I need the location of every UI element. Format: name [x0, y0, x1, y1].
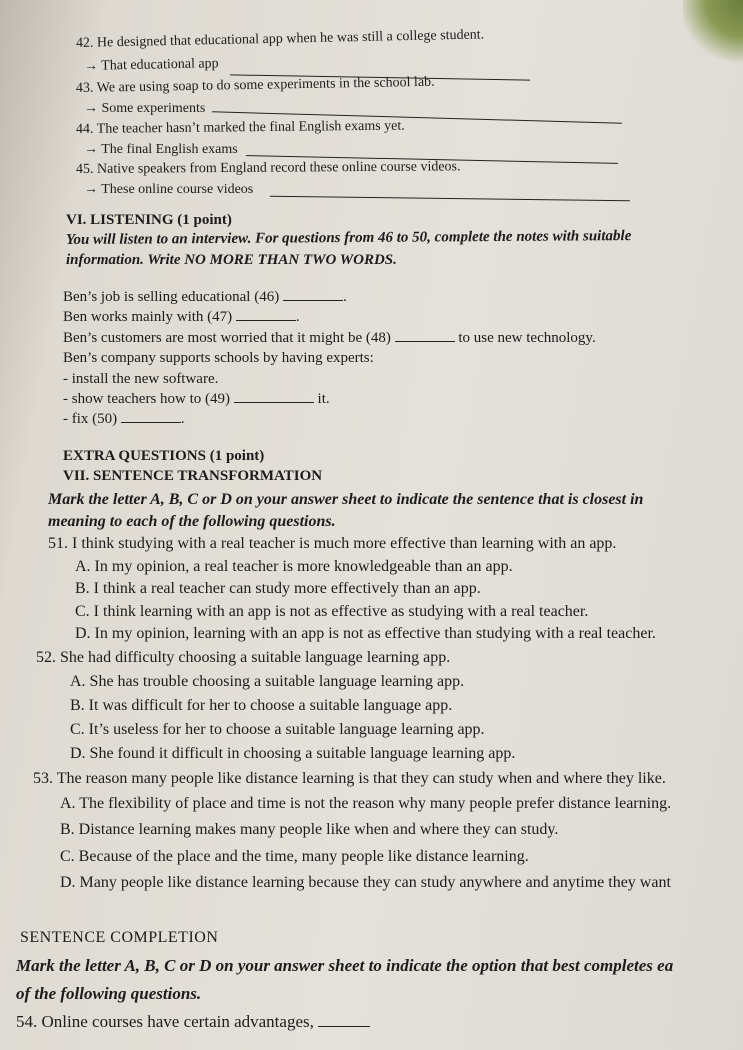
note-49 [63, 391, 330, 408]
answer-43-text: → Some experiments [84, 101, 206, 116]
blank-47[interactable] [236, 319, 296, 321]
extra-heading: EXTRA QUESTIONS (1 point) [63, 448, 265, 464]
answer-44-prompt [84, 142, 238, 158]
note-47-period: . [295, 309, 300, 325]
note-48-tail: to use new technology. [458, 330, 596, 346]
completion-instruction-line2: of the following questions. [16, 984, 202, 1003]
option-52c[interactable]: C. It’s useless for her to choose a suitable language learning app. [70, 721, 485, 738]
question-54-text: 54. Online courses have certain advantages, [16, 1012, 314, 1031]
answer-45-text: → These online course videos [84, 182, 254, 197]
listening-instruction-line2: information. Write NO MORE THAN TWO WORDS. [66, 252, 397, 268]
question-45: 45. Native speakers from England record these online course videos. [75, 159, 461, 177]
listening-heading: VI. LISTENING (1 point) [66, 212, 232, 228]
option-51c[interactable]: C. I think learning with an app is not as effective as studying with a real teacher. [75, 603, 589, 620]
question-44: 44. The teacher hasn’t marked the final English exams yet. [75, 118, 405, 137]
note-46-text: Ben’s job is selling educational (46) [63, 289, 280, 305]
option-51b[interactable]: B. I think a real teacher can study more effectively than an app. [75, 580, 481, 597]
option-51a[interactable]: A. In my opinion, a real teacher is more knowledgeable than an app. [75, 558, 513, 575]
option-53b[interactable]: B. Distance learning makes many people like when and where they can study. [60, 821, 559, 838]
listening-instruction-line1: You will listen to an interview. For questions from 46 to 50, complete the notes with suitable [65, 228, 632, 248]
note-46-period: . [342, 289, 347, 305]
option-53d[interactable]: D. Many people like distance learning because they can study anywhere and anytime they want [60, 874, 671, 891]
option-53c[interactable]: C. Because of the place and the time, many people like distance learning. [60, 848, 529, 865]
answer-42-text: → That educational app [83, 56, 219, 74]
answer-44-text: → The final English exams [84, 142, 238, 157]
option-52b[interactable]: B. It was difficult for her to choose a suitable language app. [70, 697, 453, 714]
question-54 [16, 1012, 370, 1032]
blank-48[interactable] [395, 340, 455, 342]
question-42: 42. He designed that educational app when he was still a college student. [75, 27, 485, 51]
transformation-instruction-line1: Mark the letter A, B, C or D on your answer sheet to indicate the sentence that is closest in [48, 491, 644, 508]
question-43: 43. We are using soap to do some experiments in the school lab. [75, 74, 435, 96]
option-52a[interactable]: A. She has trouble choosing a suitable language learning app. [70, 673, 465, 690]
option-53a[interactable]: A. The flexibility of place and time is not the reason why many people prefer distance learning. [60, 795, 672, 812]
question-51: 51. I think studying with a real teacher is much more effective than learning with an app. [48, 535, 617, 552]
note-install: - install the new software. [63, 371, 219, 387]
answer-42-prompt [84, 56, 219, 75]
note-48 [63, 330, 596, 347]
blank-50[interactable] [121, 421, 181, 423]
completion-heading: SENTENCE COMPLETION [20, 929, 219, 946]
question-53: 53. The reason many people like distance learning is that they can study when and where they like. [33, 770, 666, 787]
note-49-tail: it. [317, 391, 330, 407]
note-50-text: - fix (50) [63, 411, 118, 427]
answer-45-line[interactable] [270, 195, 630, 201]
transformation-instruction-line2: meaning to each of the following questions. [48, 513, 336, 530]
answer-43-prompt [84, 101, 205, 117]
note-49-text: - show teachers how to (49) [63, 391, 231, 407]
note-50 [63, 411, 185, 428]
note-47 [63, 309, 300, 326]
blank-54[interactable] [318, 1025, 370, 1027]
blank-49[interactable] [234, 401, 314, 403]
table-edge-decoration [683, 0, 743, 70]
note-47-text: Ben works mainly with (47) [63, 309, 233, 325]
note-48-text: Ben’s customers are most worried that it might be (48) [63, 330, 391, 346]
completion-instruction-line1: Mark the letter A, B, C or D on your answer sheet to indicate the option that best completes ea [16, 956, 674, 975]
note-46 [63, 289, 347, 306]
blank-46[interactable] [283, 299, 343, 301]
transformation-heading: VII. SENTENCE TRANSFORMATION [63, 468, 323, 484]
answer-45-prompt [84, 182, 253, 198]
option-52d[interactable]: D. She found it difficult in choosing a suitable language learning app. [70, 745, 516, 762]
note-support: Ben’s company supports schools by having experts: [63, 350, 374, 366]
option-51d[interactable]: D. In my opinion, learning with an app is not as effective than studying with a real teacher. [75, 625, 656, 642]
question-52: 52. She had difficulty choosing a suitable language learning app. [36, 649, 451, 666]
note-50-period: . [180, 411, 185, 427]
